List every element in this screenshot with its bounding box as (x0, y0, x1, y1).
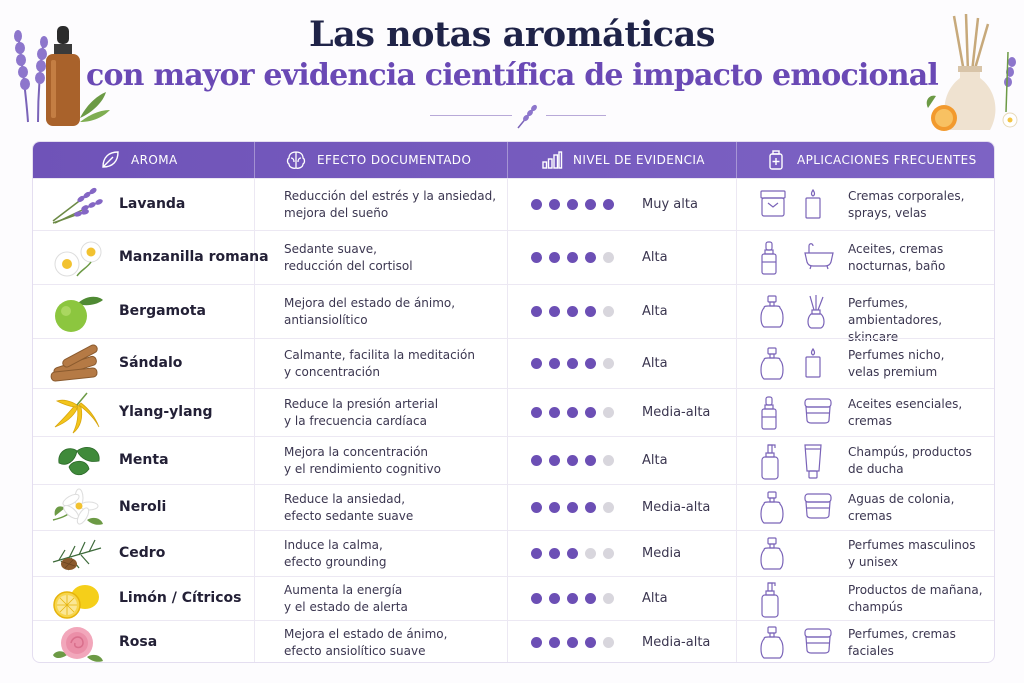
table-row (33, 338, 995, 388)
candle-icon (802, 346, 824, 384)
effect-text: Mejora del estado de ánimo, antiansiolítico (284, 296, 456, 327)
bottle-plus-icon (765, 149, 787, 171)
evidence-dot (567, 199, 578, 210)
evidence-dot (567, 637, 578, 648)
page-subtitle: con mayor evidencia científica de impacto emocional (85, 58, 938, 93)
evidence-level: Alta (642, 453, 668, 468)
evidence-dot (549, 502, 560, 513)
perfume-bottle-icon (758, 490, 786, 530)
evidence-dot (603, 637, 614, 648)
evidence-dot (603, 548, 614, 559)
evidence-dot (585, 199, 596, 210)
evidence-dot (585, 593, 596, 604)
evidence-dot (549, 637, 560, 648)
aroma-name: Ylang-ylang (119, 404, 213, 420)
evidence-dots (531, 548, 614, 559)
evidence-dot (549, 358, 560, 369)
evidence-dot (603, 407, 614, 418)
table-row (33, 620, 995, 663)
leaf-icon (99, 149, 121, 171)
effect-text: Reducción del estrés y la ansiedad, mejora del sueño (284, 189, 497, 220)
application-icons (758, 625, 848, 663)
applications-text: Aceites, cremas nocturnas, baño (848, 242, 946, 273)
evidence-level: Media-alta (642, 405, 711, 420)
chamomile-icon (47, 236, 107, 280)
application-icons (758, 187, 848, 227)
applications-text: Aguas de colonia, cremas (848, 492, 955, 523)
evidence-dots (531, 455, 614, 466)
candle-icon (802, 187, 824, 225)
application-icons (758, 490, 848, 530)
aroma-name: Lavanda (119, 196, 186, 212)
evidence-dot (585, 548, 596, 559)
aroma-name: Cedro (119, 545, 166, 561)
bergamot-icon (47, 290, 107, 334)
evidence-dot (531, 199, 542, 210)
evidence-dot (585, 306, 596, 317)
aroma-name: Limón / Cítricos (119, 590, 242, 606)
cream-jar-icon (802, 490, 834, 524)
evidence-level: Muy alta (642, 197, 698, 212)
table-row (33, 484, 995, 530)
application-icons (758, 395, 848, 435)
jar-icon (758, 187, 788, 223)
evidence-dot (567, 548, 578, 559)
divider-right (546, 115, 606, 116)
evidence-dot (567, 358, 578, 369)
evidence-level: Media-alta (642, 635, 711, 650)
page-title: Las notas aromáticas (308, 14, 716, 55)
aroma-name: Bergamota (119, 303, 206, 319)
divider-left (430, 115, 512, 116)
evidence-dot (549, 199, 560, 210)
lavender-icon (47, 183, 107, 227)
cream-jar-icon (802, 395, 834, 429)
evidence-dots (531, 502, 614, 513)
evidence-dots (531, 407, 614, 418)
applications-text: Perfumes nicho, velas premium (848, 348, 945, 379)
evidence-level: Media-alta (642, 500, 711, 515)
evidence-dot (531, 252, 542, 263)
table-row (33, 178, 995, 230)
lemon-icon (47, 577, 107, 621)
dropper-bottle-icon (758, 240, 780, 280)
effect-text: Reduce la ansiedad, efecto sedante suave (284, 492, 414, 523)
table-row (33, 576, 995, 620)
evidence-dot (603, 252, 614, 263)
evidence-dot (585, 502, 596, 513)
applications-text: Productos de mañana, champús (848, 583, 983, 614)
evidence-dot (549, 306, 560, 317)
pump-bottle-icon (758, 443, 782, 485)
evidence-dot (585, 407, 596, 418)
evidence-dot (585, 455, 596, 466)
column-header-aroma: AROMA (99, 142, 178, 178)
cedar-icon (47, 532, 107, 576)
evidence-dot (603, 502, 614, 513)
evidence-dot (603, 358, 614, 369)
perfume-bottle-icon (758, 625, 786, 663)
perfume-bottle-icon (758, 294, 786, 334)
table-row (33, 388, 995, 436)
aroma-name: Neroli (119, 499, 167, 515)
evidence-dot (549, 593, 560, 604)
evidence-dot (603, 455, 614, 466)
evidence-dot (603, 306, 614, 317)
evidence-level: Media (642, 546, 682, 561)
evidence-dot (567, 306, 578, 317)
table-row (33, 436, 995, 484)
evidence-dot (549, 548, 560, 559)
lavender-sprig-icon (514, 102, 542, 134)
evidence-dots (531, 306, 614, 317)
evidence-dots (531, 358, 614, 369)
bar-chart-icon (541, 149, 563, 171)
dropper-bottle-icon (758, 395, 780, 435)
applications-text: Aceites esenciales, cremas (848, 397, 963, 428)
evidence-dot (531, 455, 542, 466)
application-icons (758, 581, 848, 621)
evidence-dots (531, 199, 614, 210)
table-row (33, 284, 995, 344)
mint-icon (47, 439, 107, 483)
table-row (33, 230, 995, 284)
reed-diffuser-icon (802, 294, 830, 334)
column-header-effect: EFECTO DOCUMENTADO (285, 142, 471, 178)
evidence-dot (603, 593, 614, 604)
header (0, 0, 1024, 135)
ylang-icon (47, 391, 107, 435)
column-header-evidence: NIVEL DE EVIDENCIA (541, 142, 705, 178)
evidence-level: Alta (642, 250, 668, 265)
perfume-bottle-icon (758, 346, 786, 386)
evidence-dot (567, 455, 578, 466)
aroma-name: Rosa (119, 634, 158, 650)
application-icons (758, 294, 848, 334)
applications-text: Perfumes, cremas faciales (848, 627, 956, 658)
rose-icon (47, 621, 107, 663)
evidence-dot (531, 502, 542, 513)
bathtub-icon (802, 240, 836, 274)
brain-icon (285, 149, 307, 171)
evidence-dot (567, 407, 578, 418)
tube-icon (802, 443, 824, 485)
application-icons (758, 443, 848, 483)
evidence-dot (585, 358, 596, 369)
effect-text: Induce la calma, efecto grounding (284, 538, 387, 569)
evidence-dot (531, 358, 542, 369)
application-icons (758, 240, 848, 280)
perfume-bottle-icon (758, 536, 786, 576)
application-icons (758, 346, 848, 386)
evidence-dot (531, 637, 542, 648)
applications-text: Champús, productos de ducha (848, 445, 972, 476)
evidence-dot (549, 252, 560, 263)
pump-bottle-icon (758, 581, 782, 623)
effect-text: Sedante suave, reducción del cortisol (284, 242, 413, 273)
evidence-dots (531, 252, 614, 263)
evidence-dot (531, 407, 542, 418)
table-row (33, 530, 995, 576)
evidence-dots (531, 593, 614, 604)
cream-jar-icon (802, 625, 834, 659)
sandalwood-icon (47, 342, 107, 386)
aroma-evidence-table (32, 141, 995, 663)
effect-text: Calmante, facilita la meditación y concentración (284, 348, 475, 379)
evidence-dot (603, 199, 614, 210)
evidence-level: Alta (642, 591, 668, 606)
effect-text: Aumenta la energía y el estado de alerta (284, 583, 408, 614)
evidence-level: Alta (642, 304, 668, 319)
table-header (33, 142, 995, 178)
column-header-applications: APLICACIONES FRECUENTES (765, 142, 977, 178)
evidence-dot (531, 306, 542, 317)
reed-diffuser-illustration (922, 12, 1022, 136)
evidence-dot (531, 593, 542, 604)
aroma-name: Menta (119, 452, 169, 468)
effect-text: Mejora la concentración y el rendimiento cognitivo (284, 445, 441, 476)
evidence-dot (585, 252, 596, 263)
evidence-dot (567, 502, 578, 513)
evidence-dot (549, 455, 560, 466)
effect-text: Reduce la presión arterial y la frecuencia cardíaca (284, 397, 439, 428)
application-icons (758, 536, 848, 576)
evidence-dot (585, 637, 596, 648)
evidence-dot (549, 407, 560, 418)
evidence-dot (567, 593, 578, 604)
evidence-dot (567, 252, 578, 263)
applications-text: Cremas corporales, sprays, velas (848, 189, 965, 220)
evidence-dots (531, 637, 614, 648)
aroma-name: Sándalo (119, 355, 183, 371)
applications-text: Perfumes, ambientadores, skincare (848, 296, 943, 344)
effect-text: Mejora el estado de ánimo, efecto ansiolítico suave (284, 627, 448, 658)
evidence-level: Alta (642, 356, 668, 371)
evidence-dot (531, 548, 542, 559)
aroma-name: Manzanilla romana (119, 249, 269, 265)
neroli-icon (47, 486, 107, 530)
applications-text: Perfumes masculinos y unisex (848, 538, 976, 569)
